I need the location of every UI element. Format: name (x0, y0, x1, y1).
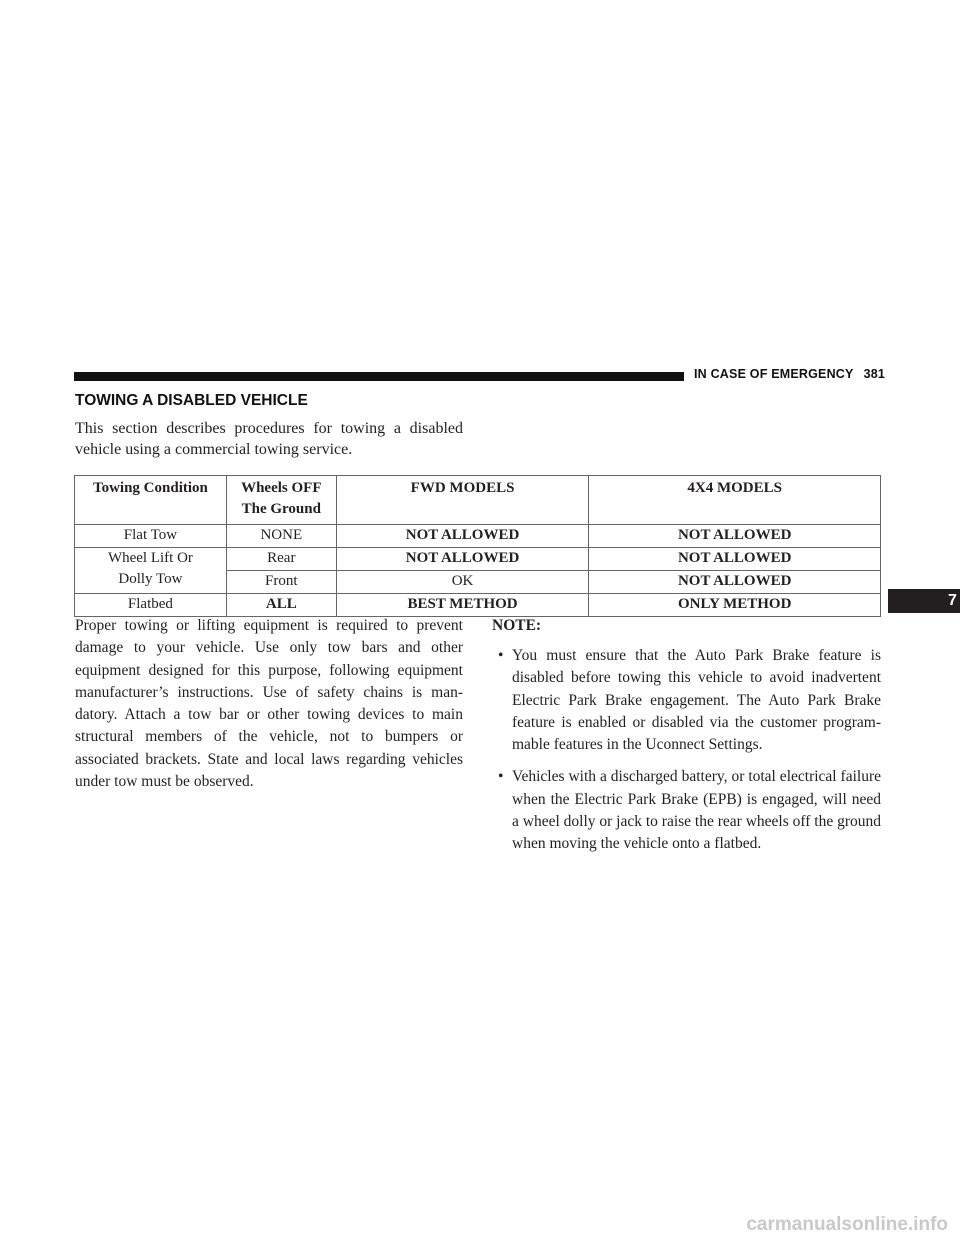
towing-table (74, 475, 881, 617)
table-header-row (75, 476, 881, 525)
bullet-dot: • (498, 647, 504, 664)
intro-paragraph: This section describes procedures for towing a disabled vehicle using a commercial towing service. (75, 420, 463, 458)
chapter-tab: 7 (888, 589, 960, 613)
body-paragraph: Proper towing or lifting equipment is required to prevent damage to your vehicle. Use only tow bars and other equipment designed for this purpose, following equipment manufacturer’s instructions. Use of safety chains is mandatory. Attach a tow bar or other towing devices to main structural members of the vehicle, not to bumpers or associated brackets. State and local laws regarding vehicles under tow must be observed. (75, 617, 463, 791)
header-wheels-off: Wheels OFF The Ground (226, 476, 336, 525)
note-bullet (492, 645, 881, 756)
watermark: carmanualsonline.info (746, 1214, 948, 1235)
header-towing-condition: Towing Condition (75, 476, 227, 525)
cell-condition: Flatbed (75, 594, 227, 617)
header-title: IN CASE OF EMERGENCY (694, 367, 854, 381)
table-row (75, 548, 881, 571)
cell-4x4: NOT ALLOWED (589, 548, 881, 571)
cell-4x4: NOT ALLOWED (589, 525, 881, 548)
bullet-dot: • (498, 768, 504, 786)
note-bullet (492, 766, 881, 855)
cell-fwd: OK (336, 571, 589, 594)
note-label: NOTE: (492, 617, 542, 634)
section-title: TOWING A DISABLED VEHICLE (75, 392, 308, 409)
cell-fwd: NOT ALLOWED (336, 548, 589, 571)
page-number: 381 (863, 367, 886, 381)
header-4x4-models: 4X4 MODELS (589, 476, 881, 525)
note-section (492, 615, 881, 856)
note-bullet-text: Vehicles with a discharged battery, or total electrical failure when the Electric Park Brake (EPB) is engaged, will need a wheel dolly or jack to raise the rear wheels off the ground when moving the vehicle onto a flatbed. (512, 768, 881, 853)
table-row (75, 525, 881, 548)
cell-wheels: ALL (226, 594, 336, 617)
running-header (694, 367, 885, 381)
cell-wheels: NONE (226, 525, 336, 548)
cell-condition: Wheel Lift Or Dolly Tow (75, 548, 227, 594)
cell-fwd: BEST METHOD (336, 594, 589, 617)
table-row (75, 594, 881, 617)
note-bullet-text: You must ensure that the Auto Park Brake feature is disabled before towing this vehicle to avoid inadvertent Electric Park Brake engagement. The Auto Park Brake feature is enabled or disabled via the customer programmable features in the Uconnect Settings. (512, 647, 881, 754)
cell-condition: Flat Tow (75, 525, 227, 548)
cell-fwd: NOT ALLOWED (336, 525, 589, 548)
header-rule (74, 372, 684, 381)
cell-wheels: Rear (226, 548, 336, 571)
cell-4x4: ONLY METHOD (589, 594, 881, 617)
header-fwd-models: FWD MODELS (336, 476, 589, 525)
cell-wheels: Front (226, 571, 336, 594)
cell-4x4: NOT ALLOWED (589, 571, 881, 594)
